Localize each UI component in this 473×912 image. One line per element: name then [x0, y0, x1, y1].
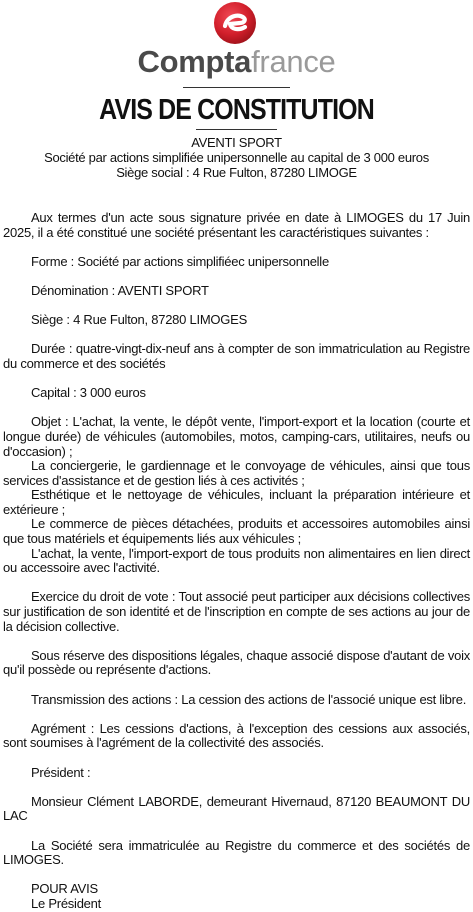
objet-item: Le commerce de pièces détachées, produits et accessoires automobiles ainsi que tous matériels et équipements liés aux véhicules ; [3, 516, 470, 547]
forme-paragraph: Forme : Société par actions simplifiéec unipersonnelle [31, 253, 329, 269]
signature-pour-avis: POUR AVIS [31, 881, 98, 897]
company-name: AVENTI SPORT [191, 135, 282, 150]
signature-president: Le Président [31, 895, 101, 911]
company-form-capital: Société par actions simplifiée unipersonnelle au capital de 3 000 euros [44, 150, 429, 165]
voix-paragraph: Sous réserve des dispositions légales, chaque associé dispose d'autant de voix qu'il possède ou représente d'actions. [3, 647, 470, 678]
transmission-paragraph: Transmission des actions : La cession des actions de l'associé unique est libre. [31, 691, 467, 707]
brand-name [0, 44, 473, 80]
objet-item: La conciergerie, le gardiennage et le convoyage de véhicules, ainsi que tous services d'assistance et de gestion liés à ces activités ; [3, 458, 470, 488]
page-title: AVIS DE CONSTITUTION [99, 94, 374, 126]
duree-paragraph: Durée : quatre-vingt-dix-neuf ans à compter de son immatriculation au Registre du commerce et des sociétés [3, 341, 470, 371]
siege-paragraph: Siège : 4 Rue Fulton, 87280 LIMOGES [31, 312, 247, 328]
immatriculation-paragraph: La Société sera immatriculée au Registre du commerce et des sociétés de LIMOGES. [3, 837, 470, 868]
agrement-paragraph: Agrément : Les cessions d'actions, à l'exception des cessions aux associés, sont soumises à l'agrément de la collectivité des associés. [3, 720, 470, 751]
notice-body [3, 211, 470, 912]
brand-header [0, 0, 473, 82]
droit-de-vote-paragraph: Exercice du droit de vote : Tout associé peut participer aux décisions collectives sur justification de son identité et de l'inscription en compte de ses actions au jour de la décision collective. [3, 589, 470, 634]
objet-paragraph: Objet : L'achat, la vente, le dépôt vente, l'import-export et la location (courte et longue durée) de véhicules (automobiles, motos, camping-cars, utilitaires, neufs ou d'occasion) ; [3, 414, 470, 459]
intro-paragraph: Aux termes d'un acte sous signature privée en date à LIMOGES du 17 Juin 2025, il a été constitué une société présentant les caractéristiques suivantes : [3, 210, 470, 240]
brand-name-bold: Compta [137, 44, 252, 79]
brand-name-light: france [251, 44, 336, 79]
president-heading: Président : [31, 764, 91, 780]
company-seat: Siège social : 4 Rue Fulton, 87280 LIMOGE [116, 165, 357, 180]
objet-item: Esthétique et le nettoyage de véhicules, incluant la préparation intérieure et extérieure ; [3, 487, 470, 517]
compta-france-logo-icon [213, 1, 257, 45]
capital-paragraph: Capital : 3 000 euros [31, 385, 146, 401]
top-divider [183, 87, 290, 88]
objet-item: L'achat, la vente, l'import-export de tous produits non alimentaires en lien direct ou accessoire avec l'activité. [3, 545, 470, 576]
president-paragraph: Monsieur Clément LABORDE, demeurant Hivernaud, 87120 BEAUMONT DU LAC [3, 793, 470, 824]
title-divider [196, 129, 277, 130]
denomination-paragraph: Dénomination : AVENTI SPORT [31, 282, 209, 298]
